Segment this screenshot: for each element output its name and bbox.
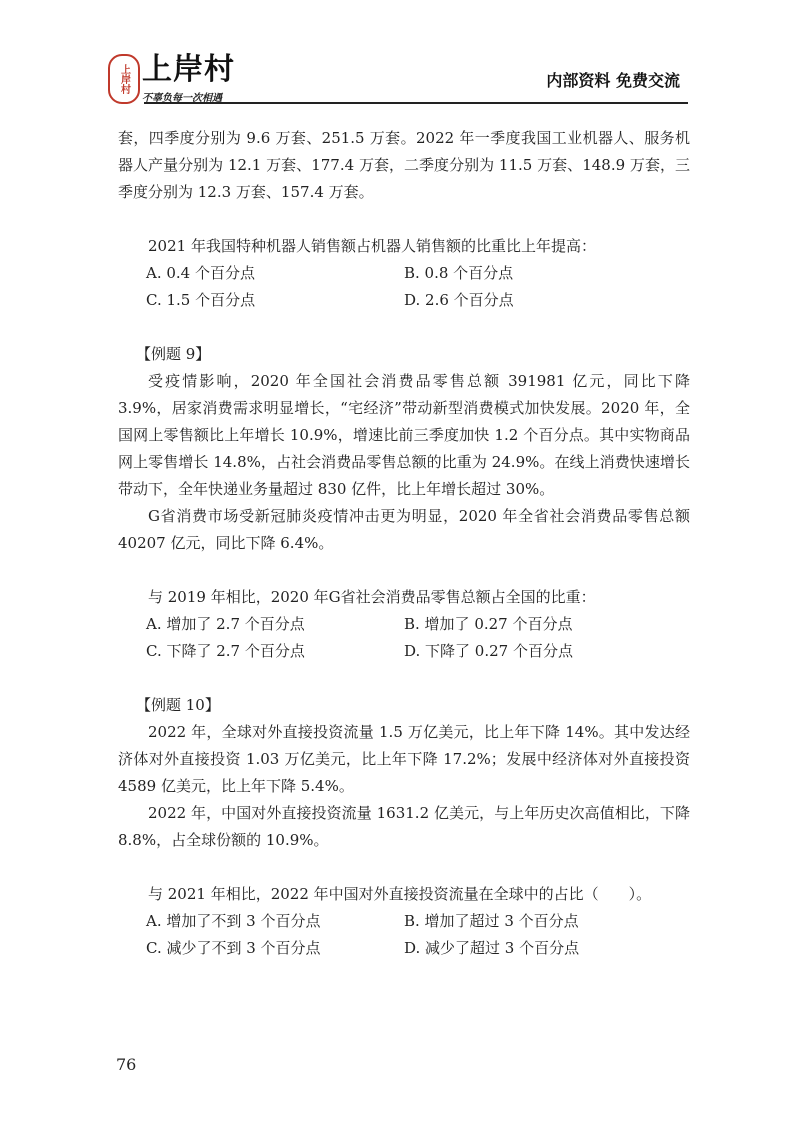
brand-name: 上岸村: [142, 52, 235, 87]
question-stem: 与 2021 年相比，2022 年中国对外直接投资流量在全球中的占比（ ）。: [148, 885, 652, 903]
answer-option: D. 下降了 0.27 个百分点: [404, 642, 573, 660]
answer-option: A. 增加了不到 3 个百分点: [146, 912, 321, 930]
spacer: [118, 557, 690, 584]
answer-option: B. 0.8 个百分点: [404, 264, 514, 282]
answer-option: C. 1.5 个百分点: [146, 291, 256, 309]
answer-option: A. 增加了 2.7 个百分点: [146, 615, 305, 633]
brand-slogan: 不辜负每一次相遇: [142, 93, 222, 104]
answer-options-row: [118, 908, 690, 935]
body-paragraph: 受疫情影响，2020 年全国社会消费品零售总额 391981 亿元，同比下降 3.9%，居家消费需求明显增长，“宅经济”带动新型消费模式加快发展。2020 年，全国网上零售额比上年增长 10.9%，增速比前三季度加快 1.2 个百分点。其中实物商品网上零售增长 14.8%，占社会消费品零售总额的比重为 24.9%。在线上消费快速增长带动下，全年快递业务量超过 830 亿件，比上年增长超过 30%。: [118, 372, 690, 498]
answer-options-row: [118, 611, 690, 638]
answer-options-row: [118, 935, 690, 962]
body-paragraph: G省消费市场受新冠肺炎疫情冲击更为明显，2020 年全省社会消费品零售总额 40207 亿元，同比下降 6.4%。: [118, 507, 690, 552]
answer-options-row: [118, 638, 690, 665]
answer-option: C. 减少了不到 3 个百分点: [146, 939, 321, 957]
body-paragraph: 2022 年，全球对外直接投资流量 1.5 万亿美元，比上年下降 14%。其中发达经济体对外直接投资 1.03 万亿美元，比上年下降 17.2%；发展中经济体对外直接投资 4589 亿美元，比上年下降 5.4%。: [118, 723, 690, 795]
answer-option: D. 减少了超过 3 个百分点: [404, 939, 580, 957]
body-paragraph: 2022 年，中国对外直接投资流量 1631.2 亿美元，与上年历史次高值相比，下降 8.8%，占全球份额的 10.9%。: [118, 804, 690, 849]
header-tagline: 内部资料 免费交流: [546, 71, 680, 90]
logo-seal-icon: 上岸村: [108, 54, 140, 104]
body-paragraph: 套，四季度分别为 9.6 万套、251.5 万套。2022 年一季度我国工业机器人、服务机器人产量分别为 12.1 万套、177.4 万套，二季度分别为 11.5 万套、148.9 万套，三季度分别为 12.3 万套、157.4 万套。: [118, 129, 690, 201]
question-stem: 2021 年我国特种机器人销售额占机器人销售额的比重比上年提高：: [148, 237, 596, 255]
spacer: [118, 854, 690, 881]
answer-option: D. 2.6 个百分点: [404, 291, 514, 309]
answer-options-row: [118, 287, 690, 314]
spacer: [118, 206, 690, 233]
example-heading: 【例题 9】: [136, 345, 211, 363]
spacer: [118, 314, 690, 341]
page-header: [100, 52, 688, 104]
spacer: [118, 665, 690, 692]
page-number: 76: [116, 1055, 137, 1074]
answer-options-row: [118, 260, 690, 287]
answer-option: B. 增加了 0.27 个百分点: [404, 615, 573, 633]
question-stem: 与 2019 年相比，2020 年G省社会消费品零售总额占全国的比重：: [148, 588, 596, 606]
example-heading: 【例题 10】: [136, 696, 220, 714]
answer-option: B. 增加了超过 3 个百分点: [404, 912, 579, 930]
page-body: [118, 125, 690, 962]
header-divider: [144, 102, 688, 104]
answer-option: C. 下降了 2.7 个百分点: [146, 642, 305, 660]
answer-option: A. 0.4 个百分点: [146, 264, 255, 282]
